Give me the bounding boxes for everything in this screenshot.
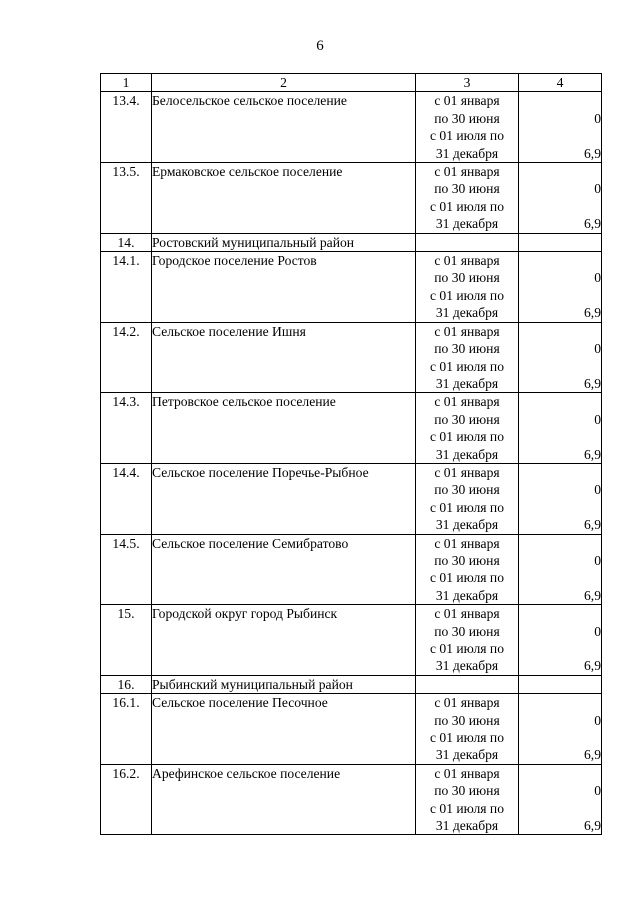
period-line: с 01 июля по — [429, 570, 505, 586]
period-line: с 01 января — [434, 765, 500, 781]
row-name: Белосельское сельское поселение — [152, 92, 416, 163]
period-line: 31 декабря — [435, 305, 499, 321]
row-values — [519, 92, 602, 163]
value-first-half: 0 — [594, 712, 601, 728]
row-name: Рыбинский муниципальный район — [152, 675, 416, 693]
period-line: с 01 июля по — [429, 499, 505, 515]
row-name: Городское поселение Ростов — [152, 252, 416, 323]
column-header-3: 3 — [416, 74, 519, 92]
row-values — [519, 694, 602, 765]
period-line: по 30 июня — [434, 181, 500, 197]
value-second-half: 6,9 — [584, 305, 601, 321]
period-line: с 01 января — [434, 164, 500, 180]
value-first-half: 0 — [594, 482, 601, 498]
row-name: Сельское поселение Поречье-Рыбное — [152, 463, 416, 534]
row-name: Петровское сельское поселение — [152, 393, 416, 464]
row-number: 13.5. — [101, 163, 152, 234]
column-header-2: 2 — [152, 74, 416, 92]
period-line: с 01 января — [434, 394, 500, 410]
value-first-half: 0 — [594, 411, 601, 427]
table-header-row — [101, 74, 602, 92]
row-period — [416, 233, 519, 251]
row-number: 15. — [101, 605, 152, 676]
period-line: с 01 января — [434, 93, 500, 109]
row-name: Сельское поселение Песочное — [152, 694, 416, 765]
row-values — [519, 764, 602, 835]
row-period — [416, 252, 519, 323]
table-row — [101, 675, 602, 693]
row-number: 16.1. — [101, 694, 152, 765]
value-second-half: 6,9 — [584, 446, 601, 462]
period-line: по 30 июня — [434, 110, 500, 126]
row-name: Сельское поселение Семибратово — [152, 534, 416, 605]
row-values — [519, 605, 602, 676]
value-first-half: 0 — [594, 110, 601, 126]
value-first-half: 0 — [594, 341, 601, 357]
period-line: с 01 июля по — [429, 429, 505, 445]
row-name: Арефинское сельское поселение — [152, 764, 416, 835]
table-row — [101, 534, 602, 605]
row-number: 13.4. — [101, 92, 152, 163]
table-row — [101, 233, 602, 251]
row-values — [519, 163, 602, 234]
row-number: 14.3. — [101, 393, 152, 464]
row-name: Ростовский муниципальный район — [152, 233, 416, 251]
row-period — [416, 694, 519, 765]
period-line: по 30 июня — [434, 712, 500, 728]
table-row — [101, 694, 602, 765]
value-second-half: 6,9 — [584, 216, 601, 232]
period-line: с 01 июля по — [429, 198, 505, 214]
period-line: 31 декабря — [435, 375, 499, 391]
period-line: 31 декабря — [435, 818, 499, 834]
row-number: 14.4. — [101, 463, 152, 534]
row-number: 14.1. — [101, 252, 152, 323]
period-line: с 01 июля по — [429, 800, 505, 816]
period-line: по 30 июня — [434, 552, 500, 568]
tariff-table — [100, 73, 602, 835]
value-second-half: 6,9 — [584, 145, 601, 161]
value-second-half: 6,9 — [584, 375, 601, 391]
period-line: с 01 января — [434, 253, 500, 269]
period-line: 31 декабря — [435, 446, 499, 462]
period-line: с 01 января — [434, 323, 500, 339]
column-header-4: 4 — [519, 74, 602, 92]
column-header-1: 1 — [101, 74, 152, 92]
period-line: с 01 января — [434, 535, 500, 551]
row-number: 14. — [101, 233, 152, 251]
period-line: по 30 июня — [434, 623, 500, 639]
value-second-half: 6,9 — [584, 747, 601, 763]
row-period — [416, 393, 519, 464]
period-line: по 30 июня — [434, 783, 500, 799]
period-line: по 30 июня — [434, 411, 500, 427]
value-second-half: 6,9 — [584, 658, 601, 674]
period-line: 31 декабря — [435, 517, 499, 533]
period-line: 31 декабря — [435, 658, 499, 674]
row-name: Городской округ город Рыбинск — [152, 605, 416, 676]
row-number: 16.2. — [101, 764, 152, 835]
row-values — [519, 463, 602, 534]
value-second-half: 6,9 — [584, 517, 601, 533]
row-period — [416, 322, 519, 393]
row-period — [416, 605, 519, 676]
period-line: по 30 июня — [434, 270, 500, 286]
value-second-half: 6,9 — [584, 587, 601, 603]
table-row — [101, 252, 602, 323]
period-line: по 30 июня — [434, 482, 500, 498]
value-first-half: 0 — [594, 623, 601, 639]
row-period — [416, 92, 519, 163]
period-line: с 01 июля по — [429, 730, 505, 746]
row-values — [519, 322, 602, 393]
row-number: 14.2. — [101, 322, 152, 393]
period-line: с 01 июля по — [429, 641, 505, 656]
table-row — [101, 92, 602, 163]
table-row — [101, 393, 602, 464]
page-number: 6 — [316, 38, 324, 54]
value-first-half: 0 — [594, 552, 601, 568]
period-line: 31 декабря — [435, 145, 499, 161]
row-number: 14.5. — [101, 534, 152, 605]
row-values — [519, 393, 602, 464]
period-line: с 01 июля по — [429, 358, 505, 374]
value-first-half: 0 — [594, 270, 601, 286]
table-row — [101, 322, 602, 393]
table-row — [101, 605, 602, 676]
period-line: 31 декабря — [435, 587, 499, 603]
period-line: с 01 января — [434, 606, 500, 622]
row-period — [416, 675, 519, 693]
row-name: Ермаковское сельское поселение — [152, 163, 416, 234]
row-values — [519, 252, 602, 323]
row-period — [416, 534, 519, 605]
period-line: с 01 января — [434, 695, 500, 711]
period-line: 31 декабря — [435, 216, 499, 232]
row-values — [519, 534, 602, 605]
value-first-half: 0 — [594, 181, 601, 197]
period-line: по 30 июня — [434, 341, 500, 357]
value-second-half: 6,9 — [584, 818, 601, 834]
value-first-half: 0 — [594, 783, 601, 799]
table-row — [101, 463, 602, 534]
row-values — [519, 675, 602, 693]
period-line: с 01 января — [434, 464, 500, 480]
period-line: с 01 июля по — [429, 287, 505, 303]
period-line: с 01 июля по — [429, 128, 505, 144]
row-period — [416, 163, 519, 234]
row-period — [416, 463, 519, 534]
row-number: 16. — [101, 675, 152, 693]
row-period — [416, 764, 519, 835]
row-name: Сельское поселение Ишня — [152, 322, 416, 393]
period-line: 31 декабря — [435, 747, 499, 763]
table-row — [101, 163, 602, 234]
row-values — [519, 233, 602, 251]
table-row — [101, 764, 602, 835]
